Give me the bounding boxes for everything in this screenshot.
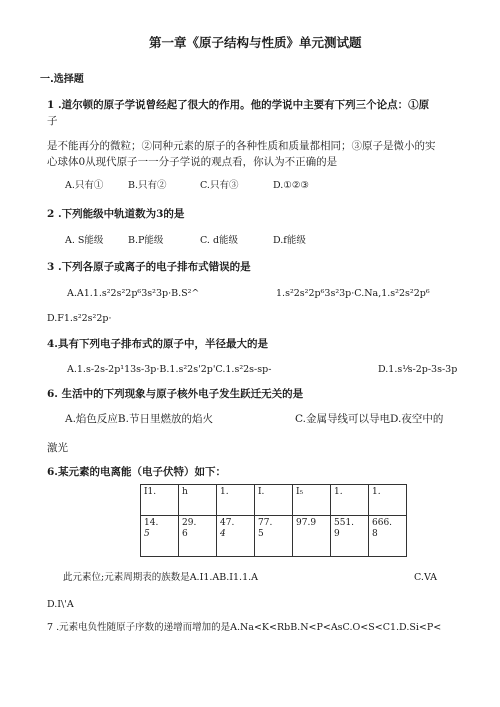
q1-stem-line3: 是不能再分的微粒；②同种元素的原子的各种性质和质量都相同；③原子是微小的实 (47, 140, 436, 152)
q2-stem: 2 .下列能级中轨道数为3的是 (47, 208, 185, 220)
q1-stem-line2: 子 (47, 115, 58, 127)
table-cell: 666. 8 (369, 516, 407, 557)
q3-options-right: 1.s²2s²2p⁶3s²3p·C.Na,1.s²2s²2p⁶ (276, 288, 430, 299)
page-title: 第一章《原子结构与性质》单元测试题 (149, 35, 362, 50)
q2-option-b: B.P能级 (128, 235, 164, 246)
table-header-cell: 1. (217, 485, 255, 516)
table-header-cell: 1. (331, 485, 369, 516)
q3-option-d: D.F1.s²2s²2p· (47, 313, 112, 324)
table-cell: 29. 6 (179, 516, 217, 557)
table-cell: 551. 9 (331, 516, 369, 557)
table-cell: 14. 5 (141, 516, 179, 557)
q4-options-left: A.1.s-2s-2p¹13s-3p·B.1.s²2s'2p'C.1.s²2s-sp- (67, 364, 272, 375)
q1-stem-line1: 1 .道尔顿的原子学说曾经起了很大的作用。他的学说中主要有下列三个论点：①原 (47, 99, 430, 111)
table-cell: 97.9 (293, 516, 331, 557)
q2-option-d: D.f能级 (273, 235, 306, 246)
q3-stem: 3 .下列各原子或离子的电子排布式错误的是 (47, 261, 251, 273)
section-heading: 一.选择题 (40, 74, 84, 85)
table-header-cell: I. (255, 485, 293, 516)
table-header-cell: I1. (141, 485, 179, 516)
q6-stem: 6.某元素的电离能（电子伏特）如下： (47, 466, 226, 478)
q1-stem-line4: 心球体0从现代原子一一分子学说的观点看，你认为不正确的是 (47, 156, 338, 168)
q1-option-a: A.只有① (65, 180, 104, 191)
q2-option-c: C. d能级 (200, 235, 239, 246)
table-cell: 47. 4 (217, 516, 255, 557)
ionization-energy-table (140, 484, 407, 557)
q6-option-d: D.I\'A (47, 599, 74, 610)
q5-options-left: A.焰色反应B.节日里燃放的焰火 (65, 413, 213, 425)
q1-option-b: B.只有② (128, 180, 167, 191)
q4-options-right: D.1.s⅟s-2p-3s-3p (378, 364, 458, 375)
q5-stem: 6. 生活中的下列现象与原子核外电子发生跃迁无关的是 (47, 388, 304, 400)
q1-option-c: C.只有③ (200, 180, 239, 191)
table-header-cell: h (179, 485, 217, 516)
q6-answer-line: 此元素位;元素周期表的族数是A.I1.AB.I1.1.A (63, 572, 259, 583)
q7-stem: 7 .元素电负性随原子序数的递增而增加的是A.Na<K<RbB.N<P<AsC.O<S<C1.D.Si<P< (47, 622, 442, 633)
q2-option-a: A. S能级 (65, 235, 104, 246)
table-header-cell: 1. (369, 485, 407, 516)
q1-option-d: D.①②③ (273, 180, 309, 191)
table-cell: 77. 5 (255, 516, 293, 557)
table-header-cell: I₅ (293, 485, 331, 516)
q3-options-left: A.A1.1.s²2s²2p⁶3s²3p·B.S²^ (67, 288, 200, 299)
q5-options-right: C.金属导线可以导电D.夜空中的 (295, 413, 444, 425)
q4-stem: 4.具有下列电子排布式的原子中，半径最大的是 (47, 338, 268, 350)
q6-option-c: C.VA (414, 572, 438, 583)
q5-continuation: 激光 (47, 442, 68, 454)
